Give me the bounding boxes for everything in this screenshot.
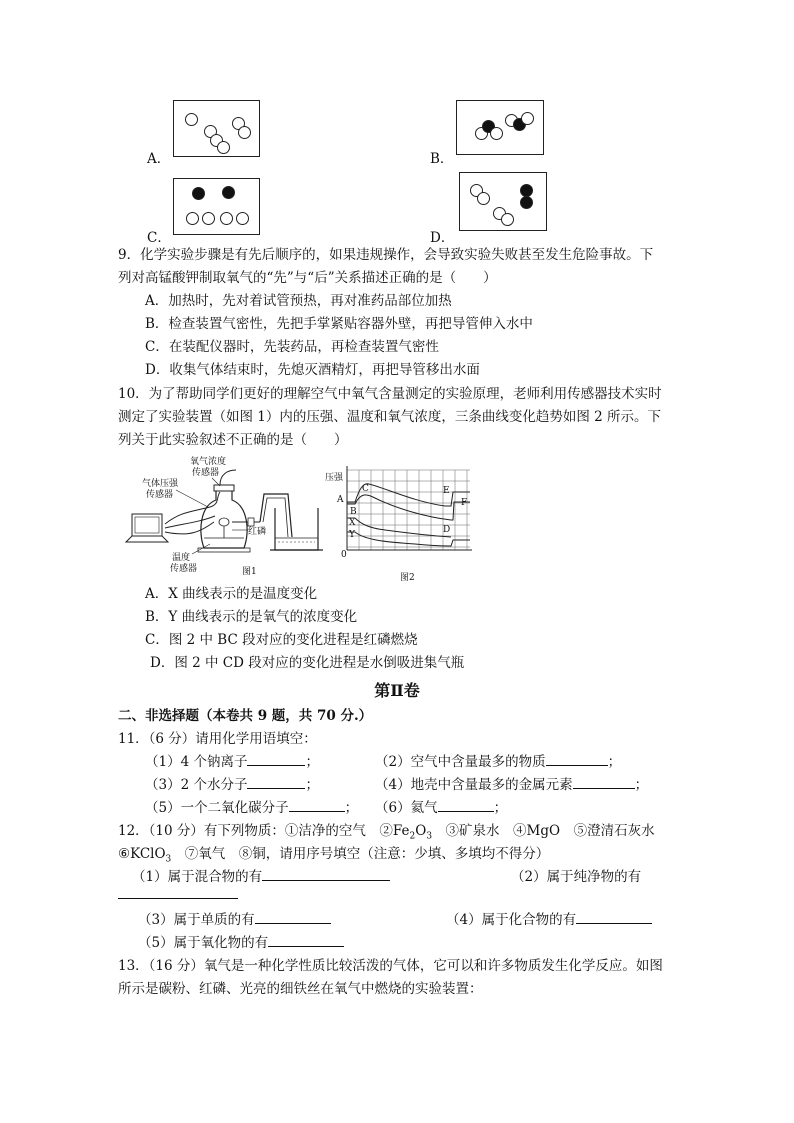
q10-stem-line1: 10．为了帮助同学们更好的理解空气中氧气含量测定的实验原理，老师利用传感器技术实时 (118, 386, 662, 402)
q12-stem-line2: ⑥KClO$_3$ ⑦氧气 ⑧铜，请用序号填空（注意：少填、多填均不得分） (118, 846, 550, 865)
q12-item-1: （1）属于混合物的有 (132, 866, 390, 888)
apparatus-drawing (120, 452, 330, 582)
answer-blank[interactable] (573, 774, 635, 789)
atom (192, 187, 205, 200)
answer-blank[interactable] (247, 774, 305, 789)
q11-item-6: （6）氦气 ； (375, 797, 507, 819)
graph-label-f: F (461, 498, 468, 508)
answer-blank[interactable] (247, 751, 305, 766)
part-2-title: 第Ⅱ卷 (374, 681, 420, 700)
q10-option-a: A．X 曲线表示的是温度变化 (145, 586, 318, 602)
label-pressure-sensor-2: 传感器 (146, 490, 174, 500)
q12-item-5: （5）属于氧化物的有 (138, 932, 344, 954)
q9-option-d: D．收集气体结束时，先熄灭酒精灯，再把导管移出水面 (145, 362, 480, 378)
answer-blank[interactable] (546, 751, 608, 766)
graph-ylabel: 压强 (325, 473, 344, 483)
atom (501, 213, 514, 226)
graph-label-c: C (362, 484, 369, 494)
q12-stem-line1: 12．（10 分）有下列物质：①洁净的空气 $②Fe_2O_3$ ③矿泉水 ④MgO ⑤澄清石灰水 (118, 823, 655, 842)
atom (222, 186, 235, 199)
answer-blank[interactable] (262, 866, 390, 881)
figure-1-caption: 图1 (242, 567, 257, 577)
q13-stem-line2: 所示是碳粉、红磷、光亮的细铁丝在氧气中燃烧的实验装置： (118, 981, 483, 997)
answer-blank[interactable] (268, 932, 344, 947)
atom (186, 212, 199, 225)
q11-item-4: （4）地壳中含量最多的金属元素 ； (375, 774, 648, 796)
q11-item-1: （1）4 个钠离子 ； (145, 751, 319, 773)
q10-stem-line2: 测定了实验装置（如图 1）内的压强、温度和氧气浓度，三条曲线变化趋势如图 2 所示。下 (118, 409, 662, 425)
q13-stem-line1: 13．（16 分）氧气是一种化学性质比较活泼的气体，它可以和许多物质发生化学反应。如图 (118, 958, 663, 974)
option-b-label: B． (430, 151, 454, 167)
graph-label-a: A (337, 495, 344, 505)
answer-blank[interactable] (118, 884, 238, 899)
q10-option-c: C．图 2 中 BC 段对应的变化进程是红磷燃烧 (145, 632, 418, 648)
q11-stem: 11．（6 分）请用化学用语填空： (118, 731, 317, 747)
graph-label-y: Y (349, 530, 355, 540)
answer-blank[interactable] (576, 909, 652, 924)
graph-label-x: X (349, 518, 356, 528)
label-o2-sensor-1: 氧气浓度 (190, 457, 227, 467)
option-b-diagram (456, 100, 544, 155)
figure-1-apparatus (120, 452, 330, 582)
figure-2-caption: 图2 (400, 573, 415, 583)
q9-option-c: C．在装配仪器时，先装药品，再检查装置气密性 (145, 339, 439, 355)
atom (185, 113, 198, 126)
graph-drawing (325, 462, 475, 584)
option-a-diagram (173, 100, 260, 157)
option-c-label: C． (147, 230, 171, 246)
graph-origin: 0 (341, 550, 347, 560)
answer-blank[interactable] (255, 909, 331, 924)
q12-item-2: （2）属于纯净物的有 (511, 869, 642, 885)
answer-blank[interactable] (438, 797, 494, 812)
atom (520, 196, 533, 209)
label-red-phosphorus: 红磷 (248, 527, 267, 537)
atom (217, 141, 230, 154)
q11-item-5: （5）一个二氧化碳分子 ； (145, 797, 358, 819)
atom (521, 112, 534, 125)
atom (236, 212, 249, 225)
option-d-diagram (459, 172, 547, 231)
q9-stem-line1: 9．化学实验步骤是有先后顺序的，如果违规操作，会导致实验失败甚至发生危险事故。下 (118, 247, 654, 263)
q12-item-2-blank (118, 884, 238, 903)
option-a-label: A． (147, 151, 171, 167)
option-c-diagram (173, 178, 260, 235)
q11-item-2: （2）空气中含量最多的物质 ； (375, 751, 621, 773)
atom (490, 127, 503, 140)
q10-stem-line3: 列关于此实验叙述不正确的是（ ） (118, 432, 348, 448)
figure-2-graph (325, 462, 475, 584)
q9-option-a: A．加热时，先对着试管预热，再对准药品部位加热 (145, 293, 452, 309)
atom (477, 192, 490, 205)
label-pressure-sensor-1: 气体压强 (142, 479, 179, 489)
q10-option-d: D．图 2 中 CD 段对应的变化进程是水倒吸进集气瓶 (150, 655, 465, 671)
label-temp-sensor-1: 温度 (172, 553, 191, 563)
graph-label-e: E (443, 486, 450, 496)
atom (238, 126, 251, 139)
q12-item-3: （3）属于单质的有 (138, 909, 331, 931)
graph-label-b: B (350, 507, 357, 517)
q9-stem-line2: 列对高锰酸钾制取氧气的“先”与“后”关系描述正确的是（ ） (118, 270, 497, 286)
atom (220, 212, 233, 225)
label-temp-sensor-2: 传感器 (170, 564, 198, 574)
graph-label-d: D (443, 525, 451, 535)
q11-item-3: （3）2 个水分子 ； (145, 774, 319, 796)
atom (202, 212, 215, 225)
section-2-title: 二、非选择题（本卷共 9 题，共 70 分.） (118, 708, 373, 724)
q10-option-b: B．Y 曲线表示的是氧气的浓度变化 (145, 609, 358, 625)
option-d-label: D． (430, 230, 455, 246)
label-o2-sensor-2: 传感器 (192, 468, 220, 478)
q12-item-4: （4）属于化合物的有 (446, 909, 652, 931)
answer-blank[interactable] (289, 797, 345, 812)
q9-option-b: B．检查装置气密性，先把手掌紧贴容器外壁，再把导管伸入水中 (145, 316, 533, 332)
